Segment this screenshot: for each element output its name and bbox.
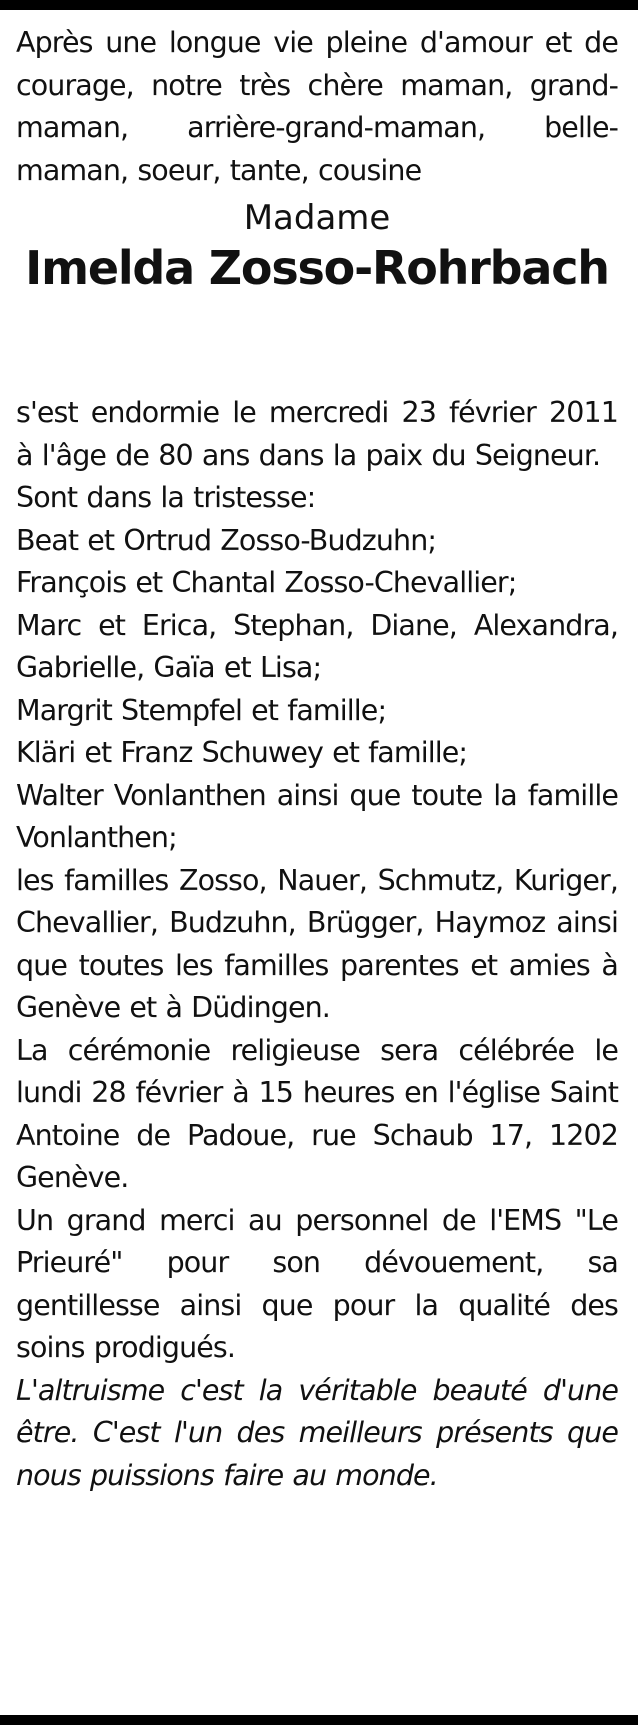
- mourner-line: Walter Vonlanthen ainsi que toute la famille Vonlanthen;: [16, 778, 618, 854]
- passing-statement: s'est endormie le mercredi 23 février 2011 à l'âge de 80 ans dans la paix du Seigneur.: [16, 396, 618, 472]
- bottom-border-rule: [0, 1715, 638, 1725]
- closing-quote: L'altruisme c'est la véritable beauté d'une être. C'est l'un des meilleurs présents que nous puissions faire au monde.: [16, 1373, 618, 1492]
- top-border-rule: [0, 0, 638, 10]
- ceremony-details: La cérémonie religieuse sera célébrée le lundi 28 février à 15 heures en l'église Saint Antoine de Padoue, rue Schaub 17, 1202 Genève.: [16, 1033, 618, 1194]
- mourner-line: les familles Zosso, Nauer, Schmutz, Kuriger, Chevallier, Budzuhn, Brügger, Haymoz ainsi que toutes les familles parentes et amies à Genève et à Düdingen.: [16, 863, 618, 1024]
- deceased-name: Imelda Zosso-Rohrbach: [25, 241, 609, 295]
- mourner-line: François et Chantal Zosso-Chevallier;: [16, 566, 517, 599]
- mourner-line: Kläri et Franz Schuwey et famille;: [16, 736, 468, 769]
- honorific: Madame: [243, 198, 391, 238]
- mourners-heading: Sont dans la tristesse:: [16, 481, 316, 514]
- mourner-line: Marc et Erica, Stephan, Diane, Alexandra, Gabrielle, Gaïa et Lisa;: [16, 608, 618, 684]
- spacer: [16, 296, 618, 392]
- deceased-title-block: [12, 196, 622, 296]
- mourner-line: Margrit Stempfel et famille;: [16, 693, 387, 727]
- obituary-notice: [16, 22, 618, 1497]
- acknowledgement: Un grand merci au personnel de l'EMS "Le Prieuré" pour son dévouement, sa gentillesse ainsi que pour la qualité des soins prodigués.: [16, 1203, 618, 1364]
- intro-paragraph: Après une longue vie pleine d'amour et de courage, notre très chère maman, grand-maman, arrière-grand-maman, belle-maman, soeur, tante, cousine: [16, 26, 618, 187]
- mourner-line: Beat et Ortrud Zosso-Budzuhn;: [16, 523, 437, 557]
